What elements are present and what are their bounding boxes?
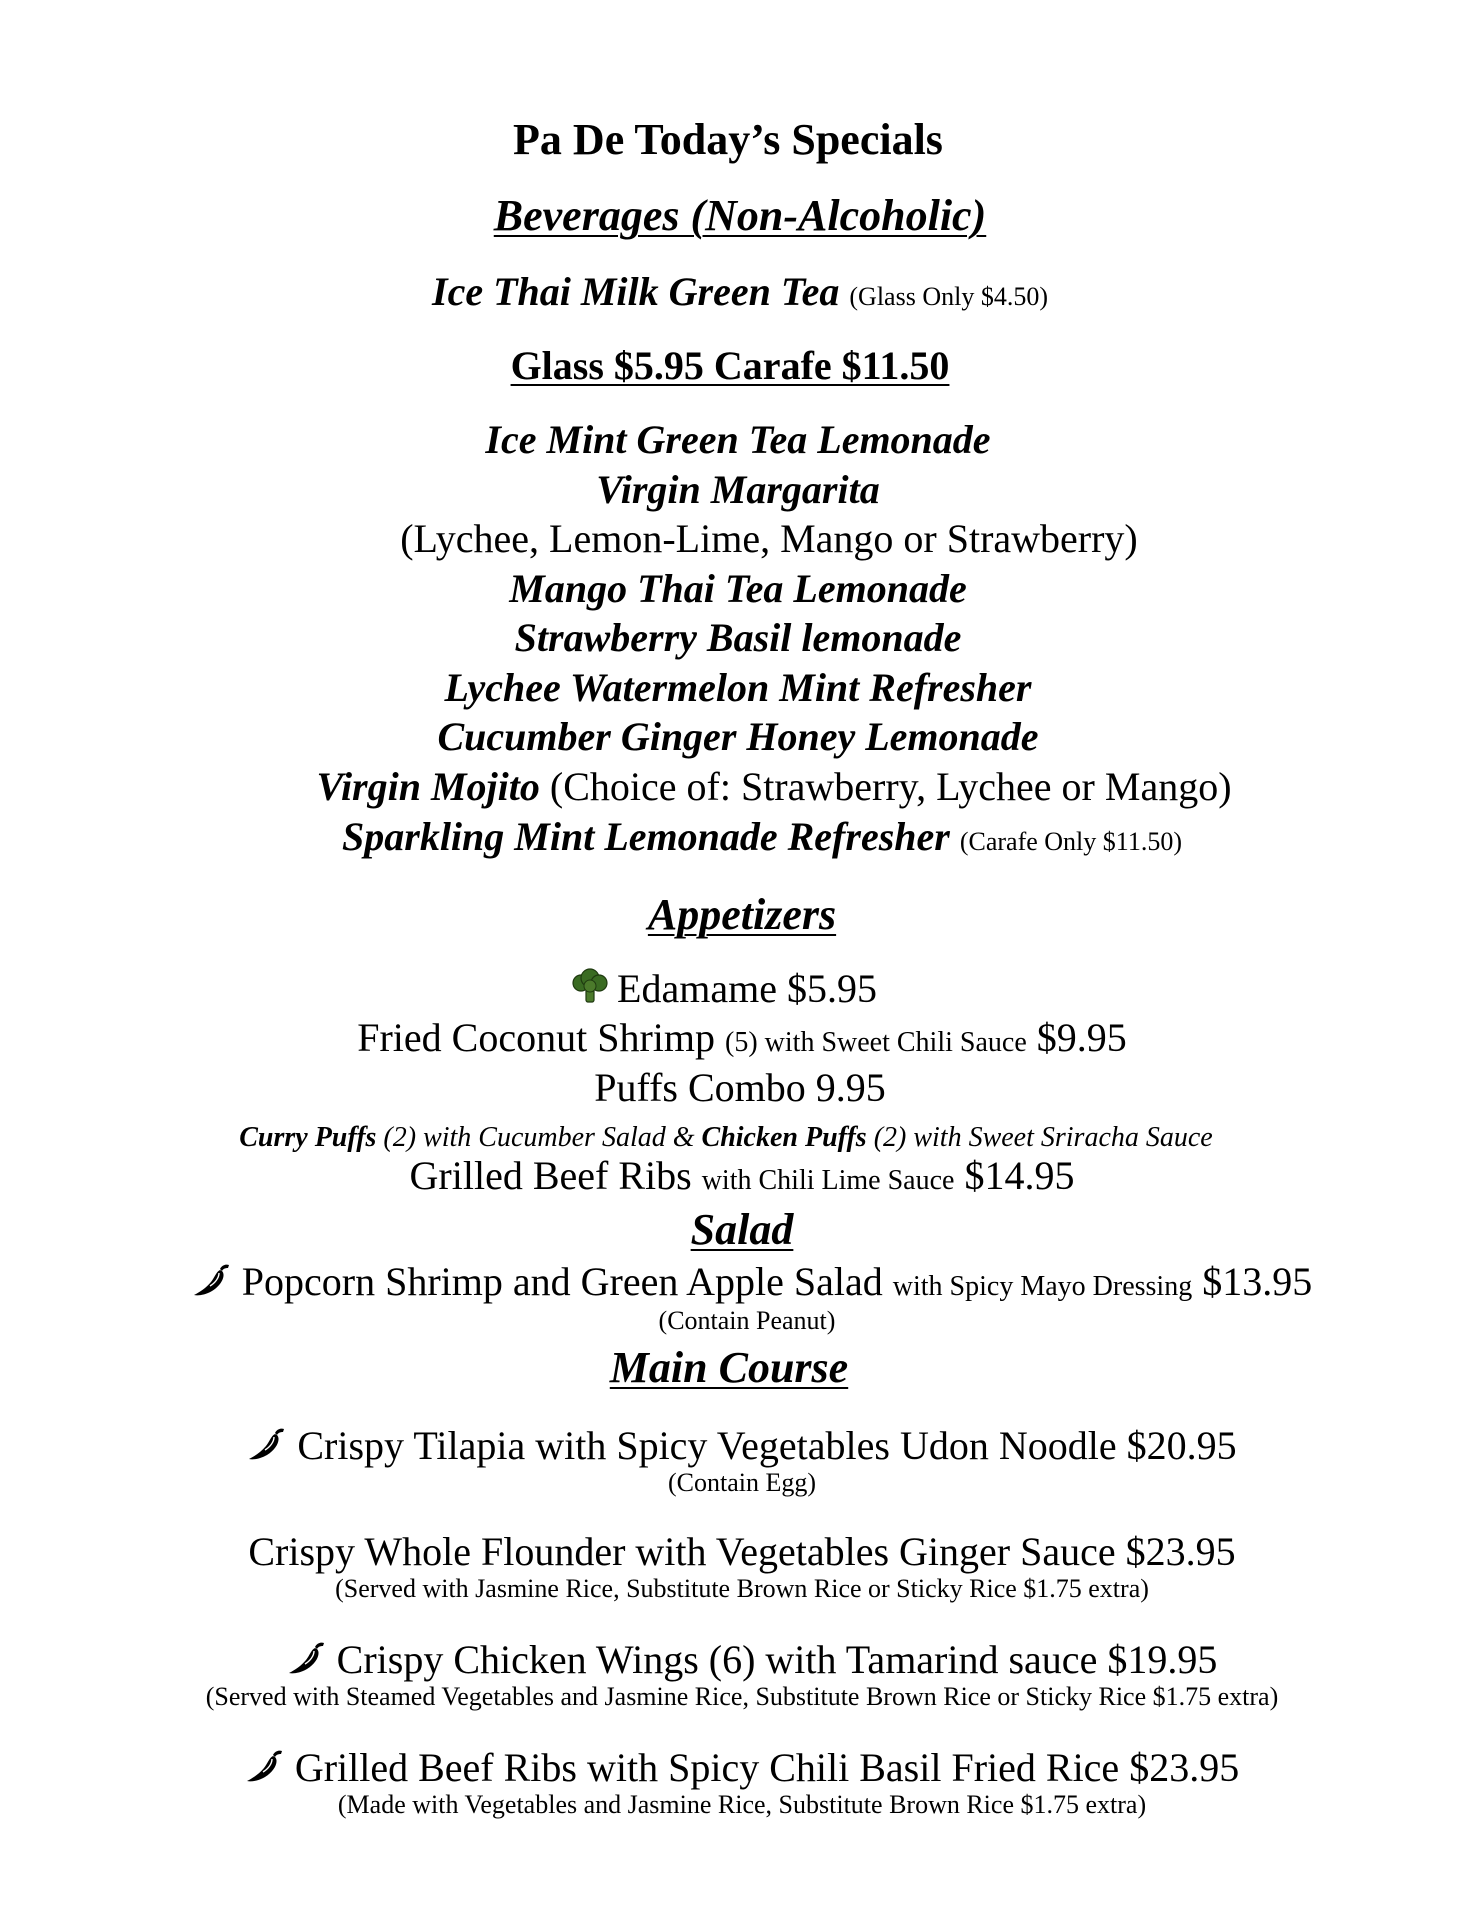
- beverage-cucumber-ginger: Cucumber Ginger Honey Lemonade: [437, 714, 1039, 759]
- coconut-shrimp-name: Fried Coconut Shrimp: [357, 1015, 716, 1060]
- main-course-heading: Main Course: [609, 1343, 849, 1392]
- chili-pepper-icon: [287, 1641, 329, 1684]
- beverage-mint-green-tea: Ice Mint Green Tea Lemonade: [485, 417, 991, 462]
- beverages-heading: Beverages (Non-Alcoholic): [493, 191, 987, 240]
- chili-pepper-icon: [245, 1749, 287, 1792]
- sparkling-mint-name: Sparkling Mint Lemonade Refresher: [342, 814, 950, 859]
- virgin-mojito-choice: (Choice of: Strawberry, Lychee or Mango): [549, 764, 1232, 809]
- page-title: Pa De Today’s Specials: [513, 115, 943, 164]
- virgin-mojito-name: Virgin Mojito: [316, 764, 540, 809]
- beverage-strawberry-basil: Strawberry Basil lemonade: [514, 615, 962, 660]
- beverage-margarita-flavors: (Lychee, Lemon-Lime, Mango or Strawberry): [400, 516, 1138, 561]
- curry-puffs-desc: (2) with Cucumber Salad &: [376, 1122, 702, 1153]
- appetizer-coconut-shrimp: [0, 1015, 1484, 1060]
- main-chicken-wings: [10, 1637, 1484, 1684]
- chicken-wings-note: (Served with Steamed Vegetables and Jasmine Rice, Substitute Brown Rice or Sticky Rice $1.75 extra): [205, 1682, 1279, 1711]
- main-beef-fried-rice: [0, 1745, 1484, 1792]
- chicken-puffs-label: Chicken Puffs: [701, 1122, 867, 1153]
- beef-fried-rice-name: Grilled Beef Ribs with Spicy Chili Basil Fried Rice $23.95: [294, 1745, 1240, 1790]
- flounder-note: (Served with Jasmine Rice, Substitute Brown Rice or Sticky Rice $1.75 extra): [335, 1574, 1149, 1603]
- beverage-mango-thai-tea: Mango Thai Tea Lemonade: [509, 566, 967, 611]
- appetizer-edamame: [0, 968, 1466, 1013]
- beef-fried-rice-note: (Made with Vegetables and Jasmine Rice, Substitute Brown Rice $1.75 extra): [337, 1790, 1147, 1819]
- coconut-shrimp-price: $9.95: [1036, 1015, 1127, 1060]
- thai-milk-tea-note: (Glass Only $4.50): [849, 282, 1048, 311]
- coconut-shrimp-detail: (5) with Sweet Chili Sauce: [725, 1027, 1027, 1058]
- salad-item: [10, 1259, 1484, 1306]
- chicken-puffs-desc: (2) with Sweet Sriracha Sauce: [866, 1122, 1213, 1153]
- beef-ribs-detail: with Chili Lime Sauce: [701, 1165, 955, 1196]
- tilapia-name: Crispy Tilapia with Spicy Vegetables Udon Noodle $20.95: [297, 1423, 1237, 1468]
- chicken-wings-name: Crispy Chicken Wings (6) with Tamarind sauce $19.95: [336, 1637, 1218, 1682]
- main-tilapia: [0, 1423, 1484, 1470]
- salad-item-name: Popcorn Shrimp and Green Apple Salad: [241, 1259, 883, 1304]
- beef-ribs-name: Grilled Beef Ribs: [409, 1153, 692, 1198]
- beverage-virgin-margarita: Virgin Margarita: [596, 467, 880, 512]
- sparkling-mint-note: (Carafe Only $11.50): [959, 827, 1182, 856]
- appetizer-beef-ribs: [0, 1153, 1484, 1198]
- salad-item-detail: with Spicy Mayo Dressing: [892, 1271, 1193, 1302]
- main-flounder: Crispy Whole Flounder with Vegetables Ginger Sauce $23.95: [248, 1529, 1236, 1574]
- chili-pepper-icon: [247, 1427, 289, 1470]
- salad-item-price: $13.95: [1202, 1259, 1313, 1304]
- thai-milk-tea-item: [0, 269, 1482, 314]
- edamame-label: Edamame $5.95: [617, 966, 877, 1011]
- tilapia-note: (Contain Egg): [667, 1468, 817, 1497]
- beef-ribs-price: $14.95: [964, 1153, 1075, 1198]
- beverage-sparkling-mint: [20, 814, 1484, 859]
- thai-milk-tea-name: Ice Thai Milk Green Tea: [432, 269, 840, 314]
- salad-note: (Contain Peanut): [658, 1306, 836, 1335]
- appetizers-heading: Appetizers: [647, 890, 837, 939]
- curry-puffs-label: Curry Puffs: [239, 1122, 377, 1153]
- appetizer-puffs-combo: Puffs Combo 9.95: [594, 1065, 886, 1110]
- beverage-lychee-watermelon: Lychee Watermelon Mint Refresher: [444, 665, 1032, 710]
- salad-heading: Salad: [690, 1205, 794, 1254]
- beverage-virgin-mojito: [32, 764, 1484, 809]
- broccoli-icon: [571, 968, 609, 1013]
- puffs-combo-detail: [0, 1124, 1468, 1152]
- beverage-price-line: Glass $5.95 Carafe $11.50: [510, 343, 950, 388]
- chili-pepper-icon: [192, 1263, 234, 1306]
